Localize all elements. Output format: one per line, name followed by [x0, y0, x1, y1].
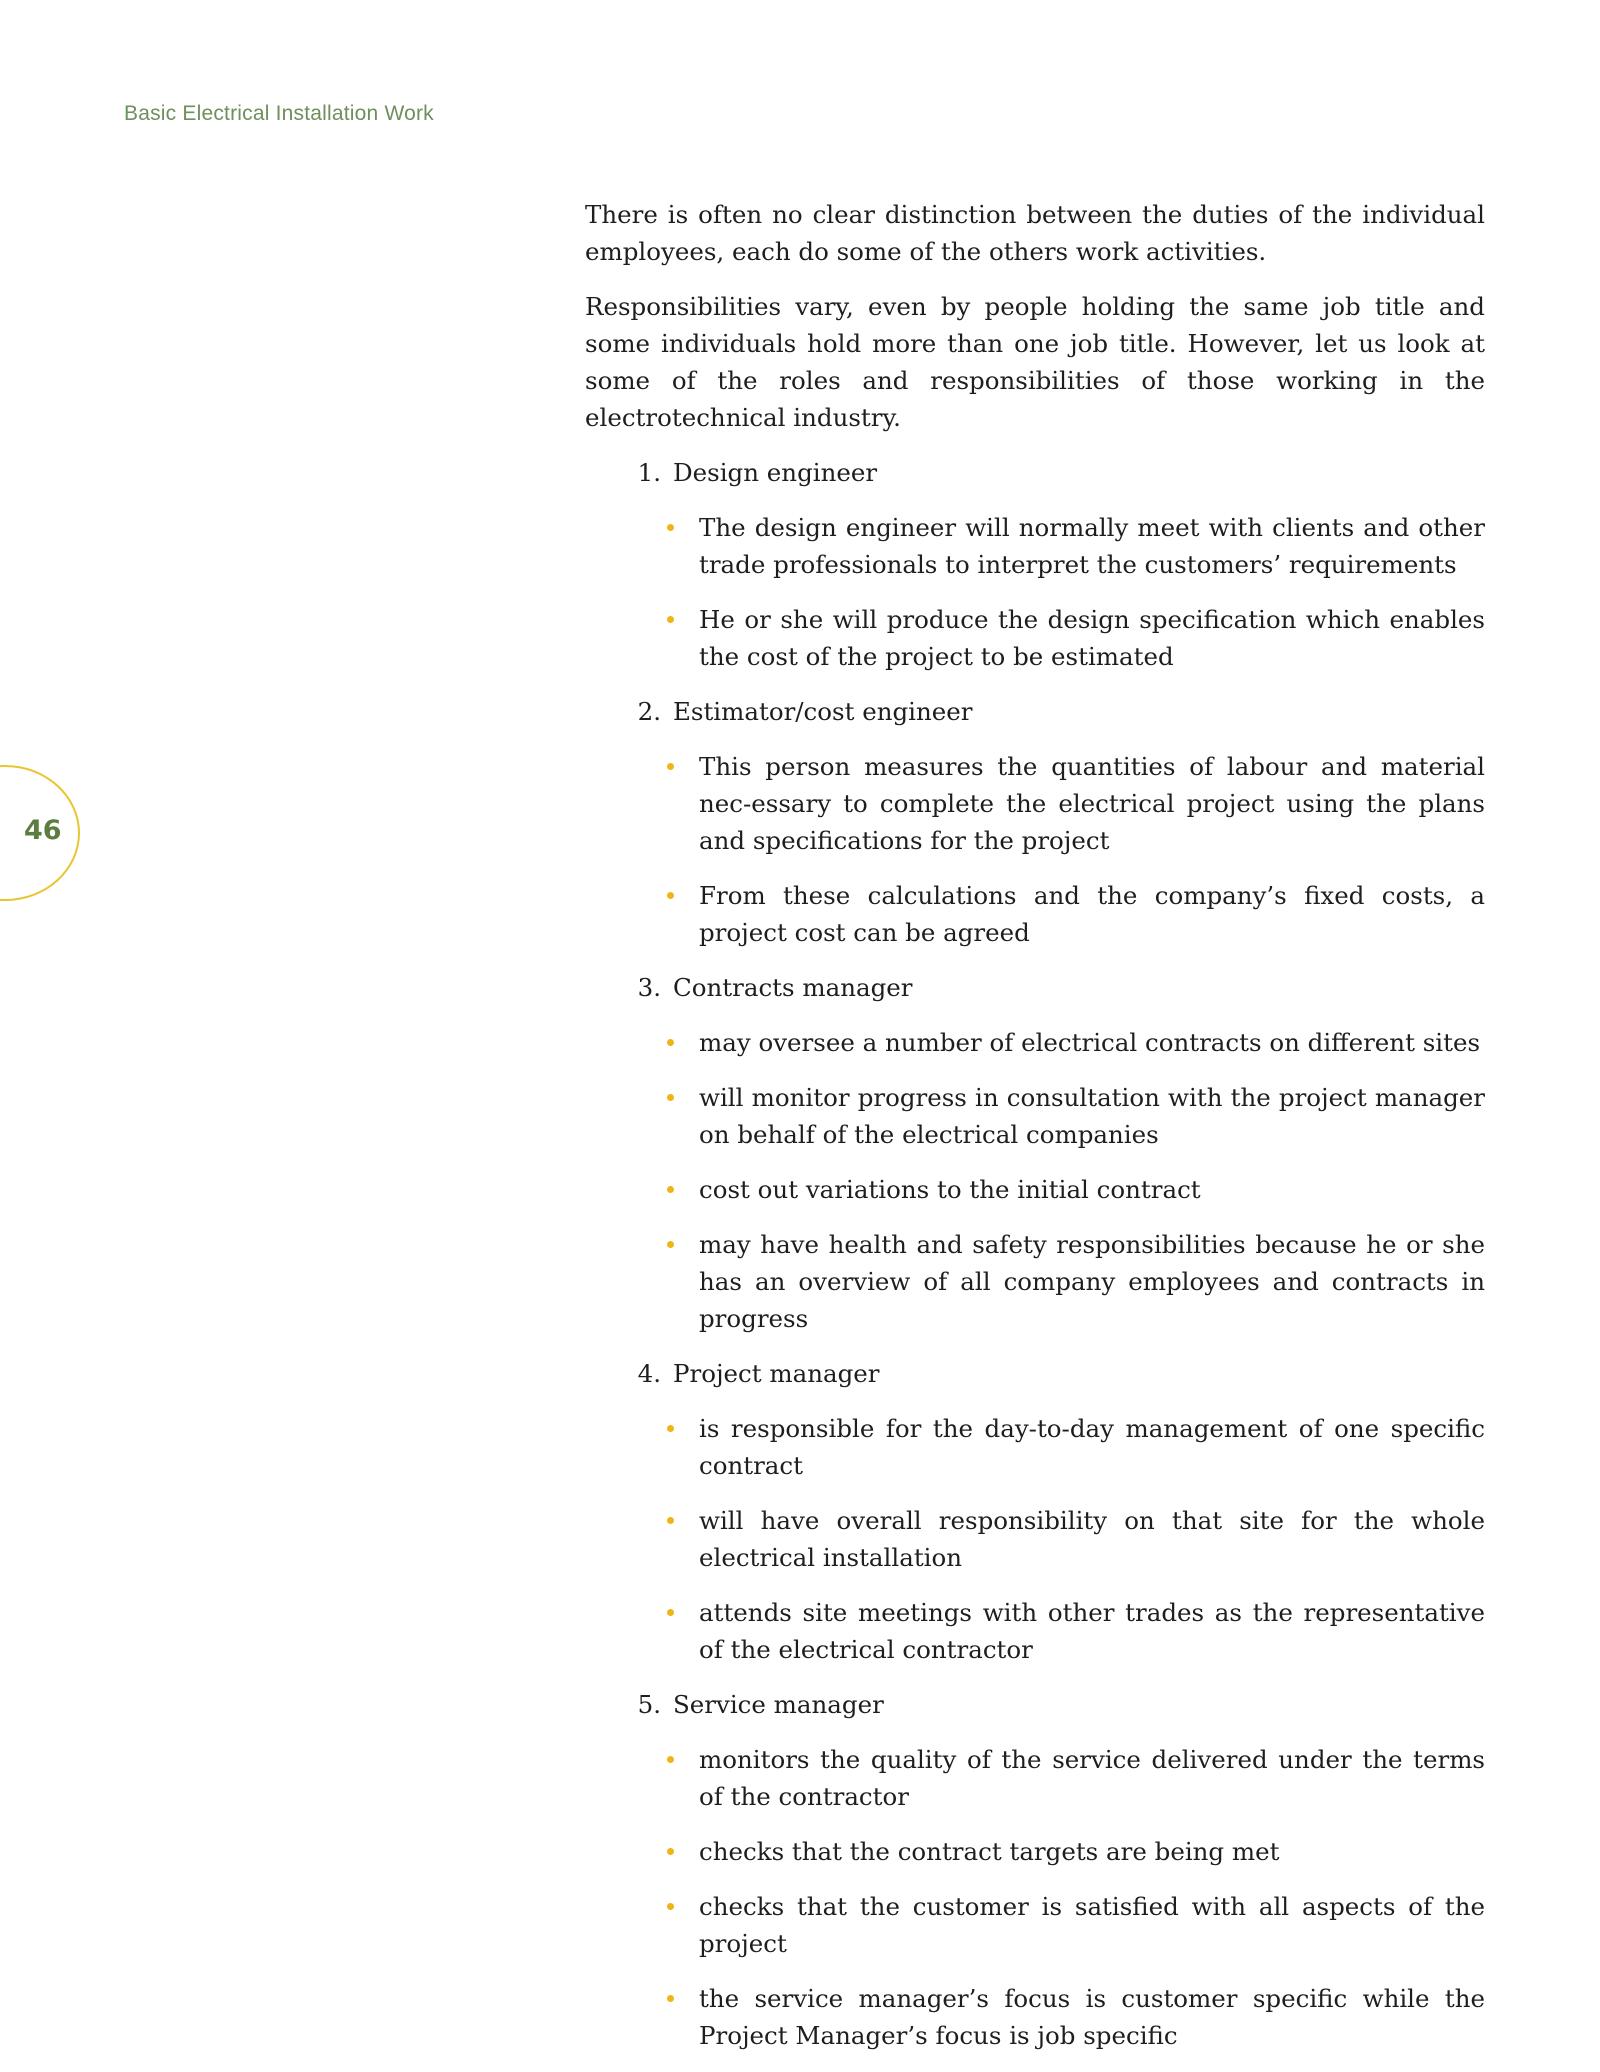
role-heading: [585, 1355, 1485, 1392]
intro-paragraph: Responsibilities vary, even by people holding the same job title and some individuals hold more than one job title. However, let us look at some of the roles and responsibilities of those working in the electrotechnical industry.: [585, 292, 1485, 432]
role-title: Estimator/cost engineer: [673, 697, 973, 726]
bullet-icon: [667, 616, 674, 623]
bullet-icon: [667, 1609, 674, 1616]
duty-text: cost out variations to the initial contract: [699, 1175, 1201, 1204]
bullet-icon: [667, 1039, 674, 1046]
list-item: [699, 1741, 1485, 1815]
bullet-icon: [667, 1848, 674, 1855]
role-title: Service manager: [673, 1690, 884, 1719]
role-duties: [585, 1741, 1485, 2054]
list-item: [699, 1024, 1485, 1061]
role-section: [585, 454, 1485, 675]
role-number: 3.: [637, 973, 661, 1002]
role-number: 1.: [637, 458, 661, 487]
list-item: [699, 509, 1485, 583]
duty-text: From these calculations and the company’s fixed costs, a project cost can be agreed: [699, 881, 1485, 947]
bullet-icon: [667, 1241, 674, 1248]
intro-paragraph: There is often no clear distinction between the duties of the individual employees, each do some of the others work activities.: [585, 200, 1485, 266]
role-section: [585, 1686, 1485, 2054]
role-heading: [585, 969, 1485, 1006]
bullet-icon: [667, 1186, 674, 1193]
role-heading: [585, 693, 1485, 730]
bullet-icon: [667, 892, 674, 899]
duty-text: monitors the quality of the service delivered under the terms of the contractor: [699, 1745, 1485, 1811]
role-number: 2.: [637, 697, 661, 726]
list-item: [699, 877, 1485, 951]
roles-list: [585, 454, 1485, 2054]
role-section: [585, 693, 1485, 951]
role-heading: [585, 454, 1485, 491]
role-heading: [585, 1686, 1485, 1723]
duty-text: checks that the customer is satisfied with all aspects of the project: [699, 1892, 1485, 1958]
list-item: [699, 748, 1485, 859]
duty-text: will have overall responsibility on that site for the whole electrical installation: [699, 1506, 1485, 1572]
bullet-icon: [667, 1094, 674, 1101]
role-title: Design engineer: [673, 458, 878, 487]
duty-text: the service manager’s focus is customer specific while the Project Manager’s focus is job specific: [699, 1984, 1485, 2050]
role-number: 4.: [637, 1359, 661, 1388]
duty-text: attends site meetings with other trades as the representative of the electrical contractor: [699, 1598, 1485, 1664]
list-item: [699, 1226, 1485, 1337]
duty-text: checks that the contract targets are being met: [699, 1837, 1280, 1866]
body-text: [585, 196, 1485, 2072]
bullet-icon: [667, 1756, 674, 1763]
role-section: [585, 1355, 1485, 1668]
bullet-icon: [667, 1425, 674, 1432]
role-duties: [585, 1024, 1485, 1337]
role-duties: [585, 509, 1485, 675]
list-item: [699, 1171, 1485, 1208]
duty-text: will monitor progress in consultation with the project manager on behalf of the electrical companies: [699, 1083, 1485, 1149]
bullet-icon: [667, 1903, 674, 1910]
duty-text: may have health and safety responsibilities because he or she has an overview of all company employees and contracts in progress: [699, 1230, 1485, 1333]
role-section: [585, 969, 1485, 1337]
duty-text: This person measures the quantities of labour and material nec-essary to complete the electrical project using the plans and specifications for the project: [699, 752, 1485, 855]
role-title: Contracts manager: [673, 973, 913, 1002]
list-item: [699, 601, 1485, 675]
role-duties: [585, 748, 1485, 951]
running-head: Basic Electrical Installation Work: [124, 102, 434, 125]
list-item: [699, 1888, 1485, 1962]
role-duties: [585, 1410, 1485, 1668]
list-item: [699, 1502, 1485, 1576]
list-item: [699, 1833, 1485, 1870]
page-number: 46: [24, 815, 62, 846]
list-item: [699, 1594, 1485, 1668]
list-item: [699, 1410, 1485, 1484]
duty-text: may oversee a number of electrical contracts on different sites: [699, 1028, 1481, 1057]
duty-text: is responsible for the day-to-day management of one specific contract: [699, 1414, 1485, 1480]
duty-text: The design engineer will normally meet with clients and other trade professionals to interpret the customers’ requirements: [699, 513, 1485, 579]
bullet-icon: [667, 1995, 674, 2002]
role-title: Project manager: [673, 1359, 880, 1388]
bullet-icon: [667, 763, 674, 770]
bullet-icon: [667, 524, 674, 531]
duty-text: He or she will produce the design specification which enables the cost of the project to be estimated: [699, 605, 1485, 671]
role-number: 5.: [637, 1690, 661, 1719]
list-item: [699, 1980, 1485, 2054]
list-item: [699, 1079, 1485, 1153]
bullet-icon: [667, 1517, 674, 1524]
